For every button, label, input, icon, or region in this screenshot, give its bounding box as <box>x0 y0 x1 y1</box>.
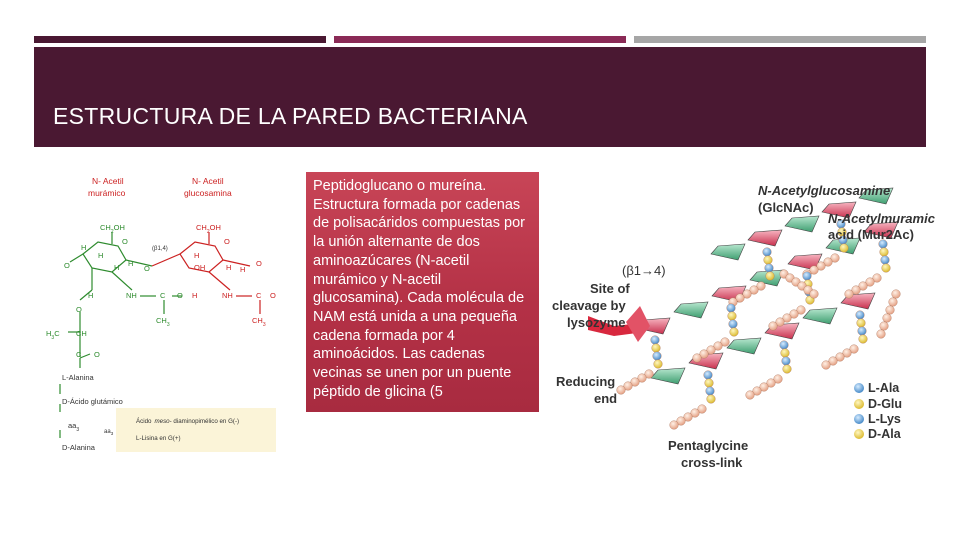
peptide-bead <box>782 357 791 366</box>
nag-ch3: CH <box>252 316 263 325</box>
nam-h-3: H <box>128 259 134 268</box>
key-beads <box>854 383 864 439</box>
site-label-3: lysozyme <box>567 315 626 330</box>
nag-ch2oh: CH <box>196 223 207 232</box>
site-label-1: Site of <box>590 281 630 296</box>
glcnac-unit <box>727 338 761 354</box>
accent-bar-magenta <box>334 36 626 43</box>
murnac-label-1: N-Acetylmuramic <box>828 211 935 226</box>
amino-acid-3-sub: 3 <box>76 427 80 433</box>
nag-h-2: H <box>226 263 232 272</box>
key-bead-dala <box>854 429 864 439</box>
lactyl-o: O <box>94 350 100 359</box>
nam-h-4: H <box>114 263 120 272</box>
peptide-bead <box>877 330 886 339</box>
svg-text:CH2OH <box>100 223 125 235</box>
peptide-bead <box>886 306 895 315</box>
nag-h-4: H <box>192 291 198 300</box>
peptide-bead <box>763 248 772 257</box>
nam-o: O <box>122 237 128 246</box>
glyco-o: O <box>144 264 150 273</box>
peptide-bead <box>803 272 812 281</box>
nam-ch2oh-sub: 2 <box>110 229 114 235</box>
nag-oh: OH <box>194 263 206 272</box>
nam-ch2oh-end: OH <box>113 223 125 232</box>
label-nag-2: glucosamina <box>184 188 232 198</box>
key-label-dala: D-Ala <box>868 427 901 441</box>
h3c-c: C <box>54 329 60 338</box>
nag-ch2oh-end: OH <box>209 223 221 232</box>
svg-text:CH2OH <box>196 223 221 235</box>
peptide-bead <box>704 371 713 380</box>
slide-title[interactable]: ESTRUCTURA DE LA PARED BACTERIANA <box>53 103 528 129</box>
peptide-bead <box>845 290 854 299</box>
peptide-bead <box>840 244 849 253</box>
peptide-bead <box>654 360 663 369</box>
glyco-bond: (β1,4) <box>152 246 168 252</box>
peptide-bead <box>822 361 831 370</box>
peptide-bead <box>889 298 898 307</box>
peptide-bead <box>783 365 792 374</box>
murnac-unit <box>748 230 782 246</box>
peptide-bead <box>810 290 819 299</box>
key-label-glu: D-Glu <box>868 397 903 411</box>
peptide-bead <box>706 387 715 396</box>
h3c-sub: 3 <box>51 335 55 341</box>
acid-meso: meso <box>154 418 170 425</box>
peptide-bead <box>764 256 773 265</box>
brace-aa: aa <box>104 429 111 435</box>
peptide-bead <box>881 256 890 265</box>
nag-ch3-sub: 3 <box>262 322 266 328</box>
peptide-bead <box>730 328 739 337</box>
peptide-bead <box>728 312 737 321</box>
peptide-bead <box>856 311 865 320</box>
nam-ch3: CH <box>156 316 167 325</box>
murnac-label-2: acid (Mur2Ac) <box>828 227 914 242</box>
lactyl-c: C <box>76 350 82 359</box>
svg-text:aa3 <box>68 421 79 433</box>
amino-acid-4: D-Alanina <box>62 443 95 452</box>
peptide-bead <box>780 341 789 350</box>
key-bead-lys <box>854 414 864 424</box>
nam-h-5: H <box>88 291 94 300</box>
peptide-bead <box>880 248 889 257</box>
nam-ring <box>83 242 126 272</box>
nag-nh: NH <box>222 291 233 300</box>
lys-line: L-Lisina en G(+) <box>136 435 181 442</box>
peptidoglycan-chemical-structure <box>40 172 280 457</box>
amino-acid-2: D-Ácido glutámico <box>62 397 123 406</box>
peptide-bead <box>859 335 868 344</box>
reducing-label-2: end <box>594 391 618 406</box>
nag-h-1: H <box>194 251 200 260</box>
site-label-2: cleavage by <box>552 298 626 313</box>
glcnac-unit <box>711 244 745 260</box>
glcnac-unit <box>803 308 837 324</box>
h3c-h: H <box>46 329 52 338</box>
peptide-bead <box>781 349 790 358</box>
peptide-bead <box>858 327 867 336</box>
peptidoglycan-lattice-diagram <box>548 176 948 476</box>
peptide-bead <box>765 264 774 273</box>
peptide-bead <box>769 322 778 331</box>
svg-text:Ácidomeso- diaminopimélico en <box>136 418 239 425</box>
description-textbox[interactable] <box>306 172 539 412</box>
peptide-bead <box>653 352 662 361</box>
glcnac-label-1: N-Acetylglucosamine <box>758 183 891 198</box>
nag-o: O <box>224 237 230 246</box>
nam-nh: NH <box>126 291 137 300</box>
peptide-bead <box>766 272 775 281</box>
nag-o-right: O <box>256 259 262 268</box>
acid-prefix: Ácido <box>136 418 152 425</box>
peptide-bead <box>880 322 889 331</box>
peptide-bead <box>670 421 679 430</box>
nag-c: C <box>256 291 262 300</box>
svg-text:CH3 <box>156 316 170 328</box>
glcnac-unit <box>785 216 819 232</box>
amino-acid-1: L-Alanina <box>62 373 94 382</box>
amino-acid-3: aa <box>68 421 77 430</box>
nam-ch3-sub: 3 <box>166 322 170 328</box>
glcnac-unit <box>674 302 708 318</box>
accent-bar-dark <box>34 36 326 43</box>
key-label-ala: L-Ala <box>868 381 900 395</box>
pentaglycine-label-2: cross-link <box>681 455 743 470</box>
peptide-bead <box>857 319 866 328</box>
nam-h-1: H <box>81 243 87 252</box>
label-nam-2: murámico <box>88 188 126 198</box>
acid-suffix: - diaminopimélico en G(-) <box>169 418 240 425</box>
linkage-label: (β1→4) <box>622 263 666 278</box>
peptide-bead <box>652 344 661 353</box>
title-banner <box>34 47 926 147</box>
pentaglycine-label-1: Pentaglycine <box>668 438 749 453</box>
peptide-bead <box>617 386 626 395</box>
key-bead-glu <box>854 399 864 409</box>
description-text: Peptidoglucano o mureína. Estructura formada por cadenas de polisacáridos compuestas por la unión alternante de dos aminoazúcares (N-acetil murámico y N-acetil glucosamina). Cada molécula de NAM está unida a una pequeña cadena formada por 4 aminoácidos. Las cadenas vecinas se unen por un puente péptido de glicina (5 <box>313 178 525 400</box>
nag-h-3: H <box>240 265 246 274</box>
svg-text:CH3 <box>252 316 266 328</box>
peptide-bead <box>693 354 702 363</box>
label-nag-1: N- Acetil <box>192 176 224 186</box>
nag-carbonyl-o: O <box>270 291 276 300</box>
peptide-bead <box>651 336 660 345</box>
nam-o-left: O <box>64 261 70 270</box>
peptide-bead <box>729 320 738 329</box>
nam-ch2oh: CH <box>100 223 111 232</box>
key-label-lys: L-Lys <box>868 412 901 426</box>
nam-h-2: H <box>98 251 104 260</box>
peptide-bead <box>746 391 755 400</box>
brace-aa-sub: 3 <box>110 431 114 436</box>
svg-text:H3C <box>46 329 60 341</box>
key-bead-ala <box>854 383 864 393</box>
nam-lactyl-o: O <box>76 305 82 314</box>
peptide-bead <box>705 379 714 388</box>
glcnac-label-2: (GlcNAc) <box>758 200 814 215</box>
nam-c: C <box>160 291 166 300</box>
amino-acid-note-box <box>116 408 276 452</box>
label-nam-1: N- Acetil <box>92 176 124 186</box>
nam-carbonyl-o: O <box>177 291 183 300</box>
svg-text:aa3 <box>104 429 114 436</box>
peptide-bead <box>727 304 736 313</box>
lactyl-ch: CH <box>76 329 87 338</box>
peptide-bead <box>882 264 891 273</box>
cleavage-arrowhead <box>626 306 650 342</box>
peptide-bead <box>892 290 901 299</box>
peptide-bead <box>707 395 716 404</box>
glcnac-unit <box>651 368 685 384</box>
nag-ch2oh-sub: 2 <box>206 229 210 235</box>
peptide-bead <box>883 314 892 323</box>
accent-bar-gray <box>634 36 926 43</box>
reducing-label-1: Reducing <box>556 374 616 389</box>
